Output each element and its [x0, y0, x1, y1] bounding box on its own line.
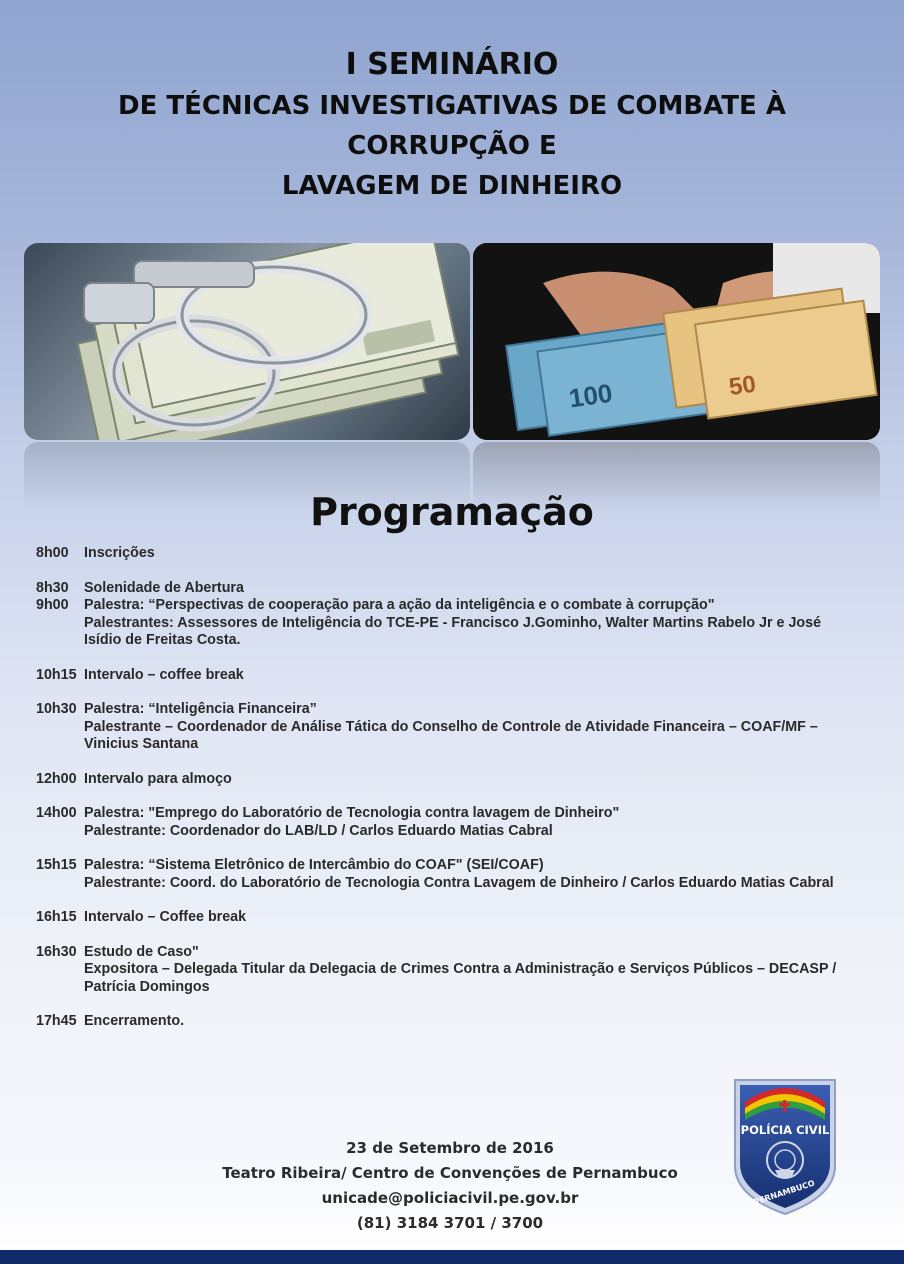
- badge-top-text: POLÍCIA CIVIL: [740, 1123, 830, 1137]
- schedule-time: 8h30: [36, 579, 69, 596]
- title-line-4: LAVAGEM DE DINHEIRO: [281, 171, 623, 201]
- schedule-detail: Palestrante: Coordenador do LAB/LD / Carlos Eduardo Matias Cabral: [84, 822, 553, 839]
- schedule-detail: Palestrantes: Assessores de Inteligência do TCE-PE - Francisco J.Gominho, Walter Martins Rabelo Jr e José Isídio de Freitas Costa.: [84, 614, 822, 648]
- event-date: 23 de Setembro de 2016: [346, 1139, 554, 1157]
- schedule-time: 16h30: [36, 943, 77, 960]
- bottom-bar: [0, 1250, 904, 1264]
- title-line-2: DE TÉCNICAS INVESTIGATIVAS DE COMBATE À: [118, 91, 786, 121]
- note-50-label: 50: [727, 370, 758, 402]
- schedule-time: 10h30: [36, 701, 77, 717]
- schedule-time: 14h00: [36, 805, 77, 821]
- schedule-time: 10h15: [36, 666, 77, 683]
- schedule-text: Estudo de Caso": [84, 943, 199, 960]
- schedule-time: 8h00: [36, 545, 69, 561]
- schedule-time: 9h00: [36, 597, 69, 613]
- schedule-time: 17h45: [36, 1013, 77, 1029]
- schedule-text: Solenidade de Abertura: [84, 579, 244, 596]
- schedule-item: [36, 805, 856, 840]
- title-line-3: CORRUPÇÃO E: [347, 131, 557, 161]
- schedule-item: [36, 701, 856, 754]
- schedule-item: [36, 771, 856, 789]
- schedule-text: Palestra: “Sistema Eletrônico de Intercâmbio do COAF" (SEI/COAF): [84, 857, 544, 873]
- banknotes-icon: [473, 243, 880, 440]
- schedule-item: [36, 1013, 856, 1031]
- schedule-item: [36, 944, 856, 997]
- schedule-text: Intervalo para almoço: [84, 770, 232, 787]
- schedule-item: [36, 857, 856, 892]
- handcuffs-money-photo: [24, 243, 470, 440]
- note-100-label: 100: [567, 377, 615, 414]
- schedule-detail: Palestrante: Coord. do Laboratório de Tecnologia Contra Lavagem de Dinheiro / Carlos Eduardo Matias Cabral: [84, 874, 834, 891]
- banknotes-hands-photo: [473, 243, 880, 440]
- title-line-1: I SEMINÁRIO: [345, 47, 559, 82]
- schedule-item: [36, 667, 856, 685]
- schedule-item: [36, 909, 856, 927]
- police-shield-icon: [733, 1078, 837, 1216]
- seminar-title: [0, 44, 904, 206]
- program-title: Programação: [310, 490, 594, 534]
- schedule-text: Intervalo – Coffee break: [84, 909, 247, 925]
- policia-civil-badge: [733, 1078, 837, 1216]
- badge-bottom-text: PERNAMBUCO: [752, 1178, 816, 1207]
- schedule-detail: Expositora – Delegada Titular da Delegacia de Crimes Contra a Administração e Serviços Públicos – DECASP / Patrícia Domingos: [84, 961, 837, 995]
- contact-phone: (81) 3184 3701 / 3700: [356, 1214, 544, 1232]
- schedule-text: Palestra: “Inteligência Financeira”: [84, 701, 317, 717]
- schedule-time: 16h15: [36, 909, 77, 925]
- contact-email: unicade@policiacivil.pe.gov.br: [321, 1189, 579, 1207]
- schedule-item: [36, 580, 856, 598]
- schedule-text: Inscrições: [84, 545, 155, 561]
- schedule-time: 15h15: [36, 857, 77, 873]
- schedule-text: Intervalo – coffee break: [84, 666, 244, 683]
- schedule-item: [36, 545, 856, 563]
- schedule-detail: Palestrante – Coordenador de Análise Tática do Conselho de Controle de Atividade Financeira – COAF/MF – Vinicius Santana: [84, 718, 818, 752]
- schedule-item: [36, 597, 856, 650]
- schedule-time: 12h00: [36, 770, 77, 787]
- program-schedule: [36, 545, 856, 1031]
- event-info: [185, 1136, 715, 1236]
- schedule-text: Palestra: “Perspectivas de cooperação para a ação da inteligência e o combate à corrupção": [84, 597, 715, 613]
- schedule-text: Palestra: "Emprego do Laboratório de Tecnologia contra lavagem de Dinheiro": [84, 805, 620, 821]
- event-venue: Teatro Ribeira/ Centro de Convenções de Pernambuco: [222, 1164, 678, 1182]
- schedule-text: Encerramento.: [84, 1013, 185, 1029]
- handcuffs-icon: [24, 243, 470, 440]
